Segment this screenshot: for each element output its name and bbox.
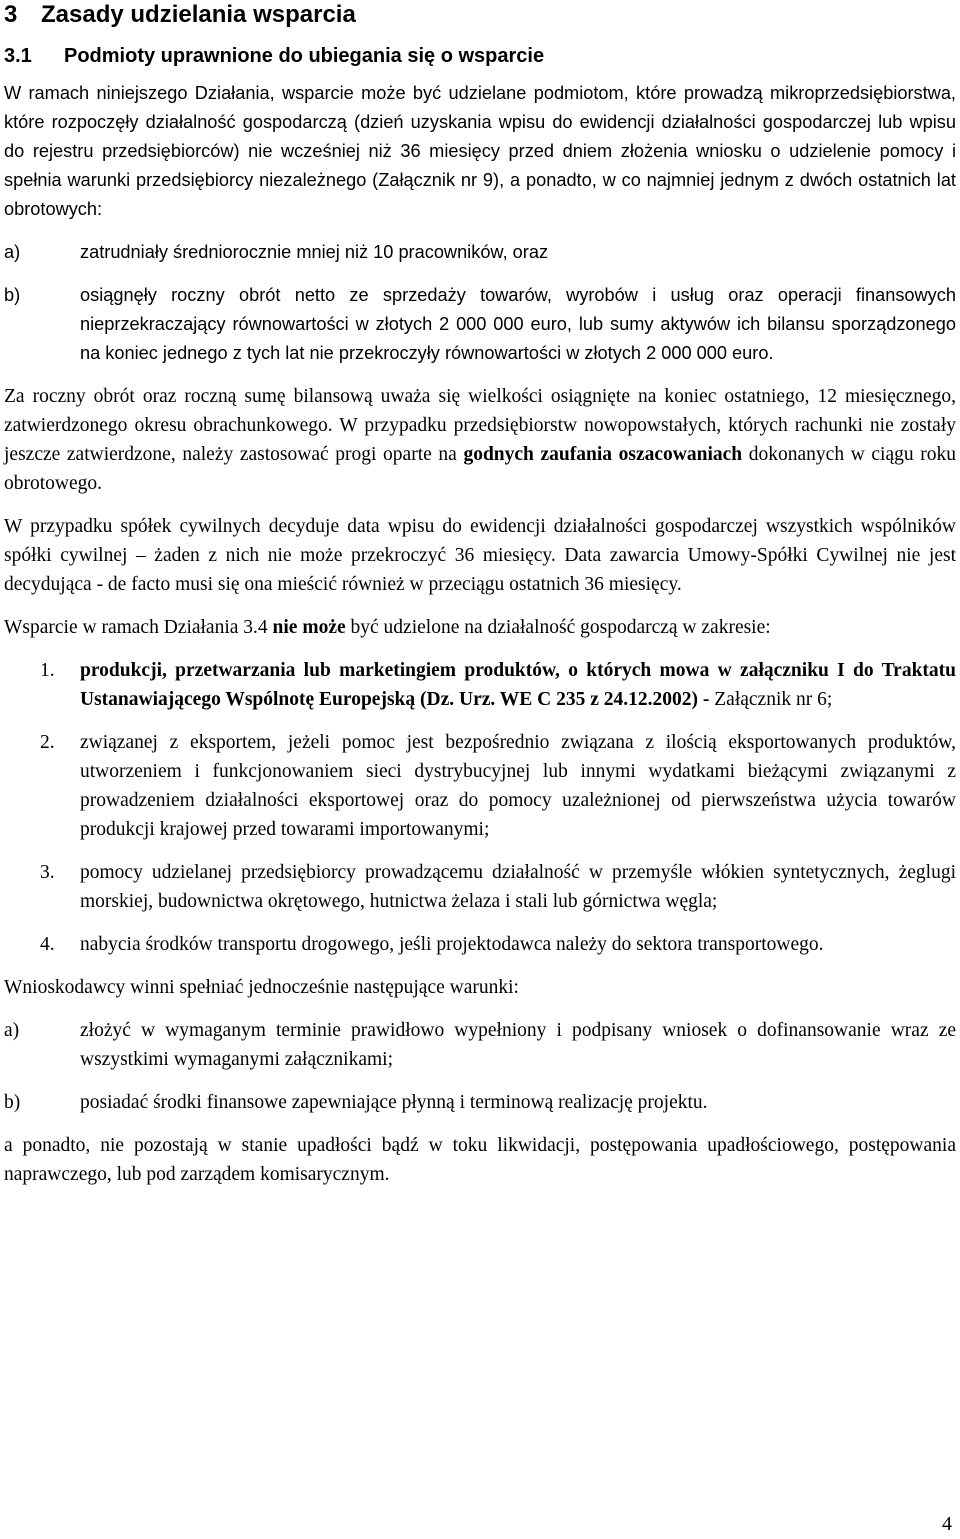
text-run: dokonanych w ciągu roku obrotowego.: [4, 443, 956, 494]
requirement-item: [4, 1016, 956, 1074]
list-marker: 2.: [40, 731, 55, 753]
list-item-text: Załącznik nr 6;: [709, 688, 833, 710]
exclusion-item: [4, 728, 956, 844]
subsection-heading: [4, 42, 956, 70]
emphasis-text: nie może: [272, 616, 346, 638]
exclusions-paragraph: [4, 613, 956, 642]
section-heading: [4, 0, 956, 30]
turnover-paragraph: [4, 382, 956, 498]
document-page: [4, 0, 956, 1189]
list-marker: a): [4, 241, 21, 262]
list-marker: 4.: [40, 933, 55, 955]
condition-item: [4, 238, 956, 267]
list-marker: 1.: [40, 659, 55, 681]
text-run: Za roczny obrót oraz roczną sumę bilansową uważa się wielkości osiągnięte na koniec ostatniego, 12 miesięcznego, zatwierdzonego okresu obrachunkowego. W przypadku przedsiębiorstw nowopowstałych, których rachunki nie zostały jeszcze zatwierdzone, należy zastosować progi oparte na: [4, 385, 956, 465]
list-marker: 3.: [40, 861, 55, 883]
emphasis-text: godnych zaufania oszacowaniach: [463, 443, 743, 465]
list-marker: b): [4, 284, 21, 305]
partnership-paragraph: W przypadku spółek cywilnych decyduje data wpisu do ewidencji działalności gospodarczej wszystkich wspólników spółki cywilnej – żaden z nich nie może przekroczyć 36 miesięcy. Data zawarcia Umowy-Spółki Cywilnej nie jest decydująca - de facto musi się ona mieścić również w przeciągu ostatnich 36 miesięcy.: [4, 515, 956, 595]
list-marker: b): [4, 1091, 21, 1113]
requirement-item: [4, 1088, 956, 1117]
text-run: być udzielone na działalność gospodarczą w zakresie:: [345, 616, 771, 638]
list-item-text: nabycia środków transportu drogowego, jeśli projektodawca należy do sektora transportowego.: [80, 933, 824, 955]
list-marker: a): [4, 1019, 20, 1041]
list-item-text: posiadać środki finansowe zapewniające płynną i terminową realizację projektu.: [80, 1091, 708, 1113]
final-paragraph: a ponadto, nie pozostają w stanie upadłości bądź w toku likwidacji, postępowania upadłościowego, postępowania naprawczego, lub pod zarządem komisarycznym.: [4, 1134, 956, 1185]
text-run: Wsparcie w ramach Działania 3.4: [4, 616, 273, 638]
list-item-bold-text: produkcji, przetwarzania lub marketingiem produktów, o których mowa w załączniku I do Traktatu Ustanawiającego Wspólnotę Europejską (Dz. Urz. WE C 235 z 24.12.2002) -: [80, 659, 956, 710]
condition-item: [4, 281, 956, 368]
list-item-text: pomocy udzielanej przedsiębiorcy prowadzącemu działalność w przemyśle włókien syntetycznych, żeglugi morskiej, budownictwa okrętowego, hutnictwa żelaza i stali lub górnictwa węgla;: [80, 861, 956, 912]
exclusion-item: [4, 656, 956, 714]
subsection-title: Podmioty uprawnione do ubiegania się o wsparcie: [64, 45, 545, 67]
exclusion-item: [4, 930, 956, 959]
intro-paragraph: W ramach niniejszego Działania, wsparcie może być udzielane podmiotom, które prowadzą mikroprzedsiębiorstwa, które rozpoczęły działalność gospodarczą (dzień uzyskania wpisu do ewidencji działalności gospodarczej lub wpisu do rejestru przedsiębiorców) nie wcześniej niż 36 miesięcy przed dniem złożenia wniosku o udzielenie pomocy i spełnia warunki przedsiębiorcy niezależnego (Załącznik nr 9), a ponadto, w co najmniej jednym z dwóch ostatnich lat obrotowych:: [4, 83, 956, 219]
list-item-text: złożyć w wymaganym terminie prawidłowo wypełniony i podpisany wniosek o dofinansowanie wraz ze wszystkimi wymaganymi załącznikami;: [80, 1019, 956, 1070]
list-item-text: związanej z eksportem, jeżeli pomoc jest bezpośrednio związana z ilością eksportowanych produktów, utworzeniem i funkcjonowaniem sieci dystrybucyjnej lub innymi wydatkami bieżącymi związanymi z prowadzeniem działalności eksportowej oraz do pomocy uzależnionej od pierwszeństwa użycia towarów produkcji krajowej przed towarami importowanymi;: [80, 731, 956, 840]
list-item-text: zatrudniały średniorocznie mniej niż 10 pracowników, oraz: [80, 241, 549, 262]
section-number: 3: [4, 1, 18, 28]
list-item-text: osiągnęły roczny obrót netto ze sprzedaży towarów, wyrobów i usług oraz operacji finansowych nieprzekraczający równowartości w złotych 2 000 000 euro, lub sumy aktywów ich bilansu sporządzonego na koniec jednego z tych lat nie przekroczyły równowartości w złotych 2 000 000 euro.: [80, 284, 956, 363]
requirements-paragraph: Wnioskodawcy winni spełniać jednocześnie następujące warunki:: [4, 976, 519, 998]
subsection-number: 3.1: [4, 45, 32, 67]
exclusion-item: [4, 858, 956, 916]
page-number: 4: [942, 1513, 952, 1535]
section-title: Zasady udzielania wsparcia: [41, 1, 356, 28]
